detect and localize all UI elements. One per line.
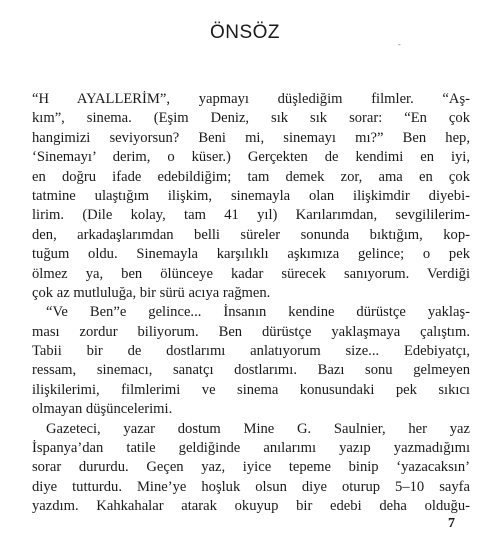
- text-line: olmayan düşüncelerimi.: [32, 401, 173, 418]
- text-line: sorar dururdu. Geçen yaz, iyice tepeme binip ‘yazacaksın’: [32, 459, 470, 476]
- text-line: diye tutturdu. Mine’ye hoşluk olsun diye oturup 5–10 sayfa: [32, 478, 470, 495]
- body-text: [32, 90, 470, 517]
- page-title: ÖNSÖZ: [209, 22, 281, 43]
- text-line: İspanya’dan tatile geldiğinde anılarımı yazıp yazmadığımı: [32, 440, 470, 457]
- text-line: en doğru ifade edebildiğim; tam demek zor, ama en çok: [32, 168, 470, 185]
- text-line: Tabii bir de dostlarımı anlatıyorum size... Edebiyatçı,: [32, 343, 470, 360]
- text-line: yazdım. Kahkahalar atarak okuyup bir edebi deha olduğu-: [32, 498, 470, 515]
- text-line: ressam, sinemacı, sanatçı dostlarımı. Bazı sonu gelmeyen: [32, 362, 470, 379]
- text-line: “Ve Ben”e gelince... İnsanın kendine dürüstçe yaklaş-: [46, 304, 470, 321]
- text-line: Gazeteci, yazar dostum Mine G. Saulnier, her yaz: [46, 420, 470, 437]
- page-number: 7: [448, 516, 455, 531]
- text-line: ilişkilerimi, filmlerimi ve sinema konusundaki pek sıkıcı: [32, 381, 470, 398]
- text-line: ölmez ya, ben ölünceye kadar sürecek sanıyorum. Verdiği: [32, 265, 470, 282]
- text-line: ‘Sinemayı’ derim, o küser.) Gerçekten de kendimi en iyi,: [32, 149, 470, 166]
- text-line: hangimizi seviyorsun? Beni mi, sinemayı mı?” Ben hep,: [32, 129, 470, 146]
- text-line: çok az mutluluğa, bir sürü acıya rağmen.: [32, 284, 271, 301]
- text-line: tuğum oldu. Sinemayla karşılıklı aşkımıza gelince; o pek: [32, 246, 470, 263]
- text-line: kım”, sinema. (Eşim Deniz, sık sık sorar: “En çok: [32, 110, 470, 127]
- text-line: lirim. (Dile kolay, tam 41 yıl) Karılarımdan, sevgililerim-: [32, 207, 470, 224]
- text-line: ması zordur biliyorum. Ben dürüstçe yaklaşmaya çalıştım.: [32, 323, 470, 340]
- text-line: “H AYALLERİM”, yapmayı düşlediğim filmler. “Aş-: [32, 91, 470, 107]
- text-line: den, arkadaşlarımdan belli süreler sonunda bıktığım, kop-: [32, 226, 470, 243]
- text-line: tatmine ulaştığım ilişkim, sinemayla olan ilişkimdir diyebi-: [32, 187, 470, 204]
- corner-mark: -: [398, 40, 401, 49]
